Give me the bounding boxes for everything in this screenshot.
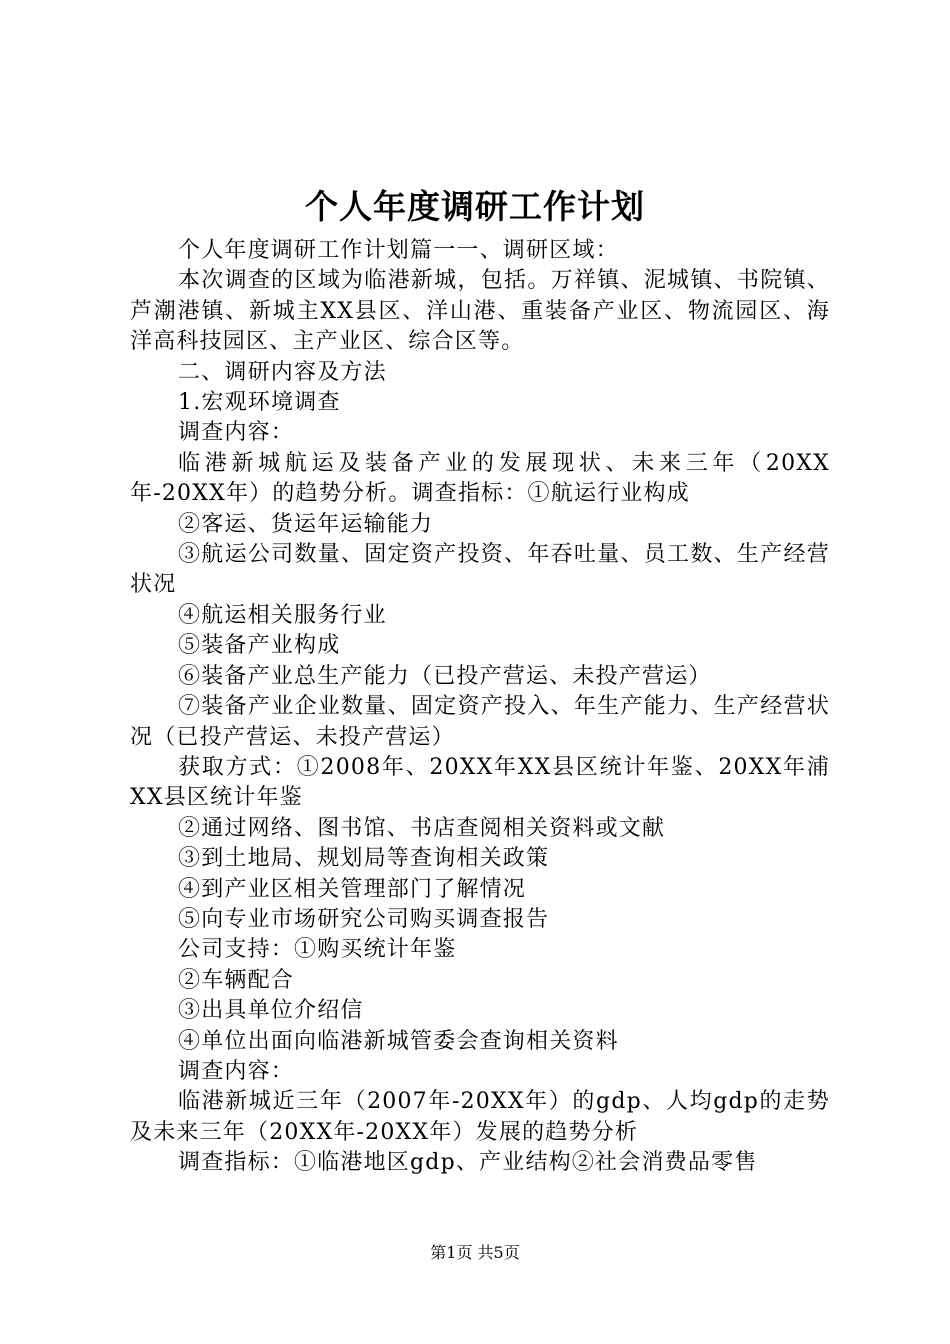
paragraph: 临港新城近三年（2007年-20XX年）的gdp、人均gdp的走势及未来三年（20XX年-20XX年）发展的趋势分析 [130, 1089, 830, 1145]
paragraph: 个人年度调研工作计划篇一一、调研区域： [178, 238, 619, 263]
paragraph: 调查内容： [178, 420, 295, 446]
paragraph: ⑥装备产业总生产能力（已投产营运、未投产营运） [178, 663, 712, 689]
paragraph: ②通过网络、图书馆、书店查阅相关资料或文献 [178, 815, 666, 841]
paragraph: 调查指标：①临港地区gdp、产业结构②社会消费品零售 [178, 1150, 758, 1176]
page-footer: 第1页 共5页 [430, 1243, 520, 1262]
paragraph: ⑤向专业市场研究公司购买调查报告 [178, 906, 550, 932]
paragraph: ③出具单位介绍信 [178, 998, 364, 1024]
paragraph: ③航运公司数量、固定资产投资、年吞吐量、员工数、生产经营状况 [130, 542, 830, 598]
paragraph: ④到产业区相关管理部门了解情况 [178, 876, 527, 902]
paragraph: ③到土地局、规划局等查询相关政策 [178, 846, 550, 872]
paragraph: 1.宏观环境调查 [178, 390, 341, 416]
paragraph: ⑦装备产业企业数量、固定资产投入、年生产能力、生产经营状况（已投产营运、未投产营运） [130, 694, 830, 750]
paragraph: ④单位出面向临港新城管委会查询相关资料 [178, 1028, 619, 1054]
paragraph: 获取方式：①2008年、20XX年XX县区统计年鉴、20XX年浦XX县区统计年鉴 [130, 754, 830, 811]
paragraph: 二、调研内容及方法 [178, 359, 387, 385]
paragraph: ②车辆配合 [178, 967, 295, 993]
document-title: 个人年度调研工作计划 [305, 187, 645, 226]
paragraph: ②客运、货运年运输能力 [178, 511, 434, 537]
document-body [130, 236, 830, 1179]
paragraph: ⑤装备产业构成 [178, 633, 341, 659]
paragraph: 临港新城航运及装备产业的发展现状、未来三年（20XX年-20XX年）的趋势分析。调查指标：①航运行业构成 [130, 450, 830, 507]
paragraph: 调查内容： [178, 1058, 295, 1084]
paragraph: ④航运相关服务行业 [178, 602, 387, 628]
paragraph: 公司支持：①购买统计年鉴 [178, 937, 457, 963]
paragraph: 本次调查的区域为临港新城，包括。万祥镇、泥城镇、书院镇、芦潮港镇、新城主XX县区、洋山港、重装备产业区、物流园区、海洋高科技园区、主产业区、综合区等。 [130, 268, 830, 355]
